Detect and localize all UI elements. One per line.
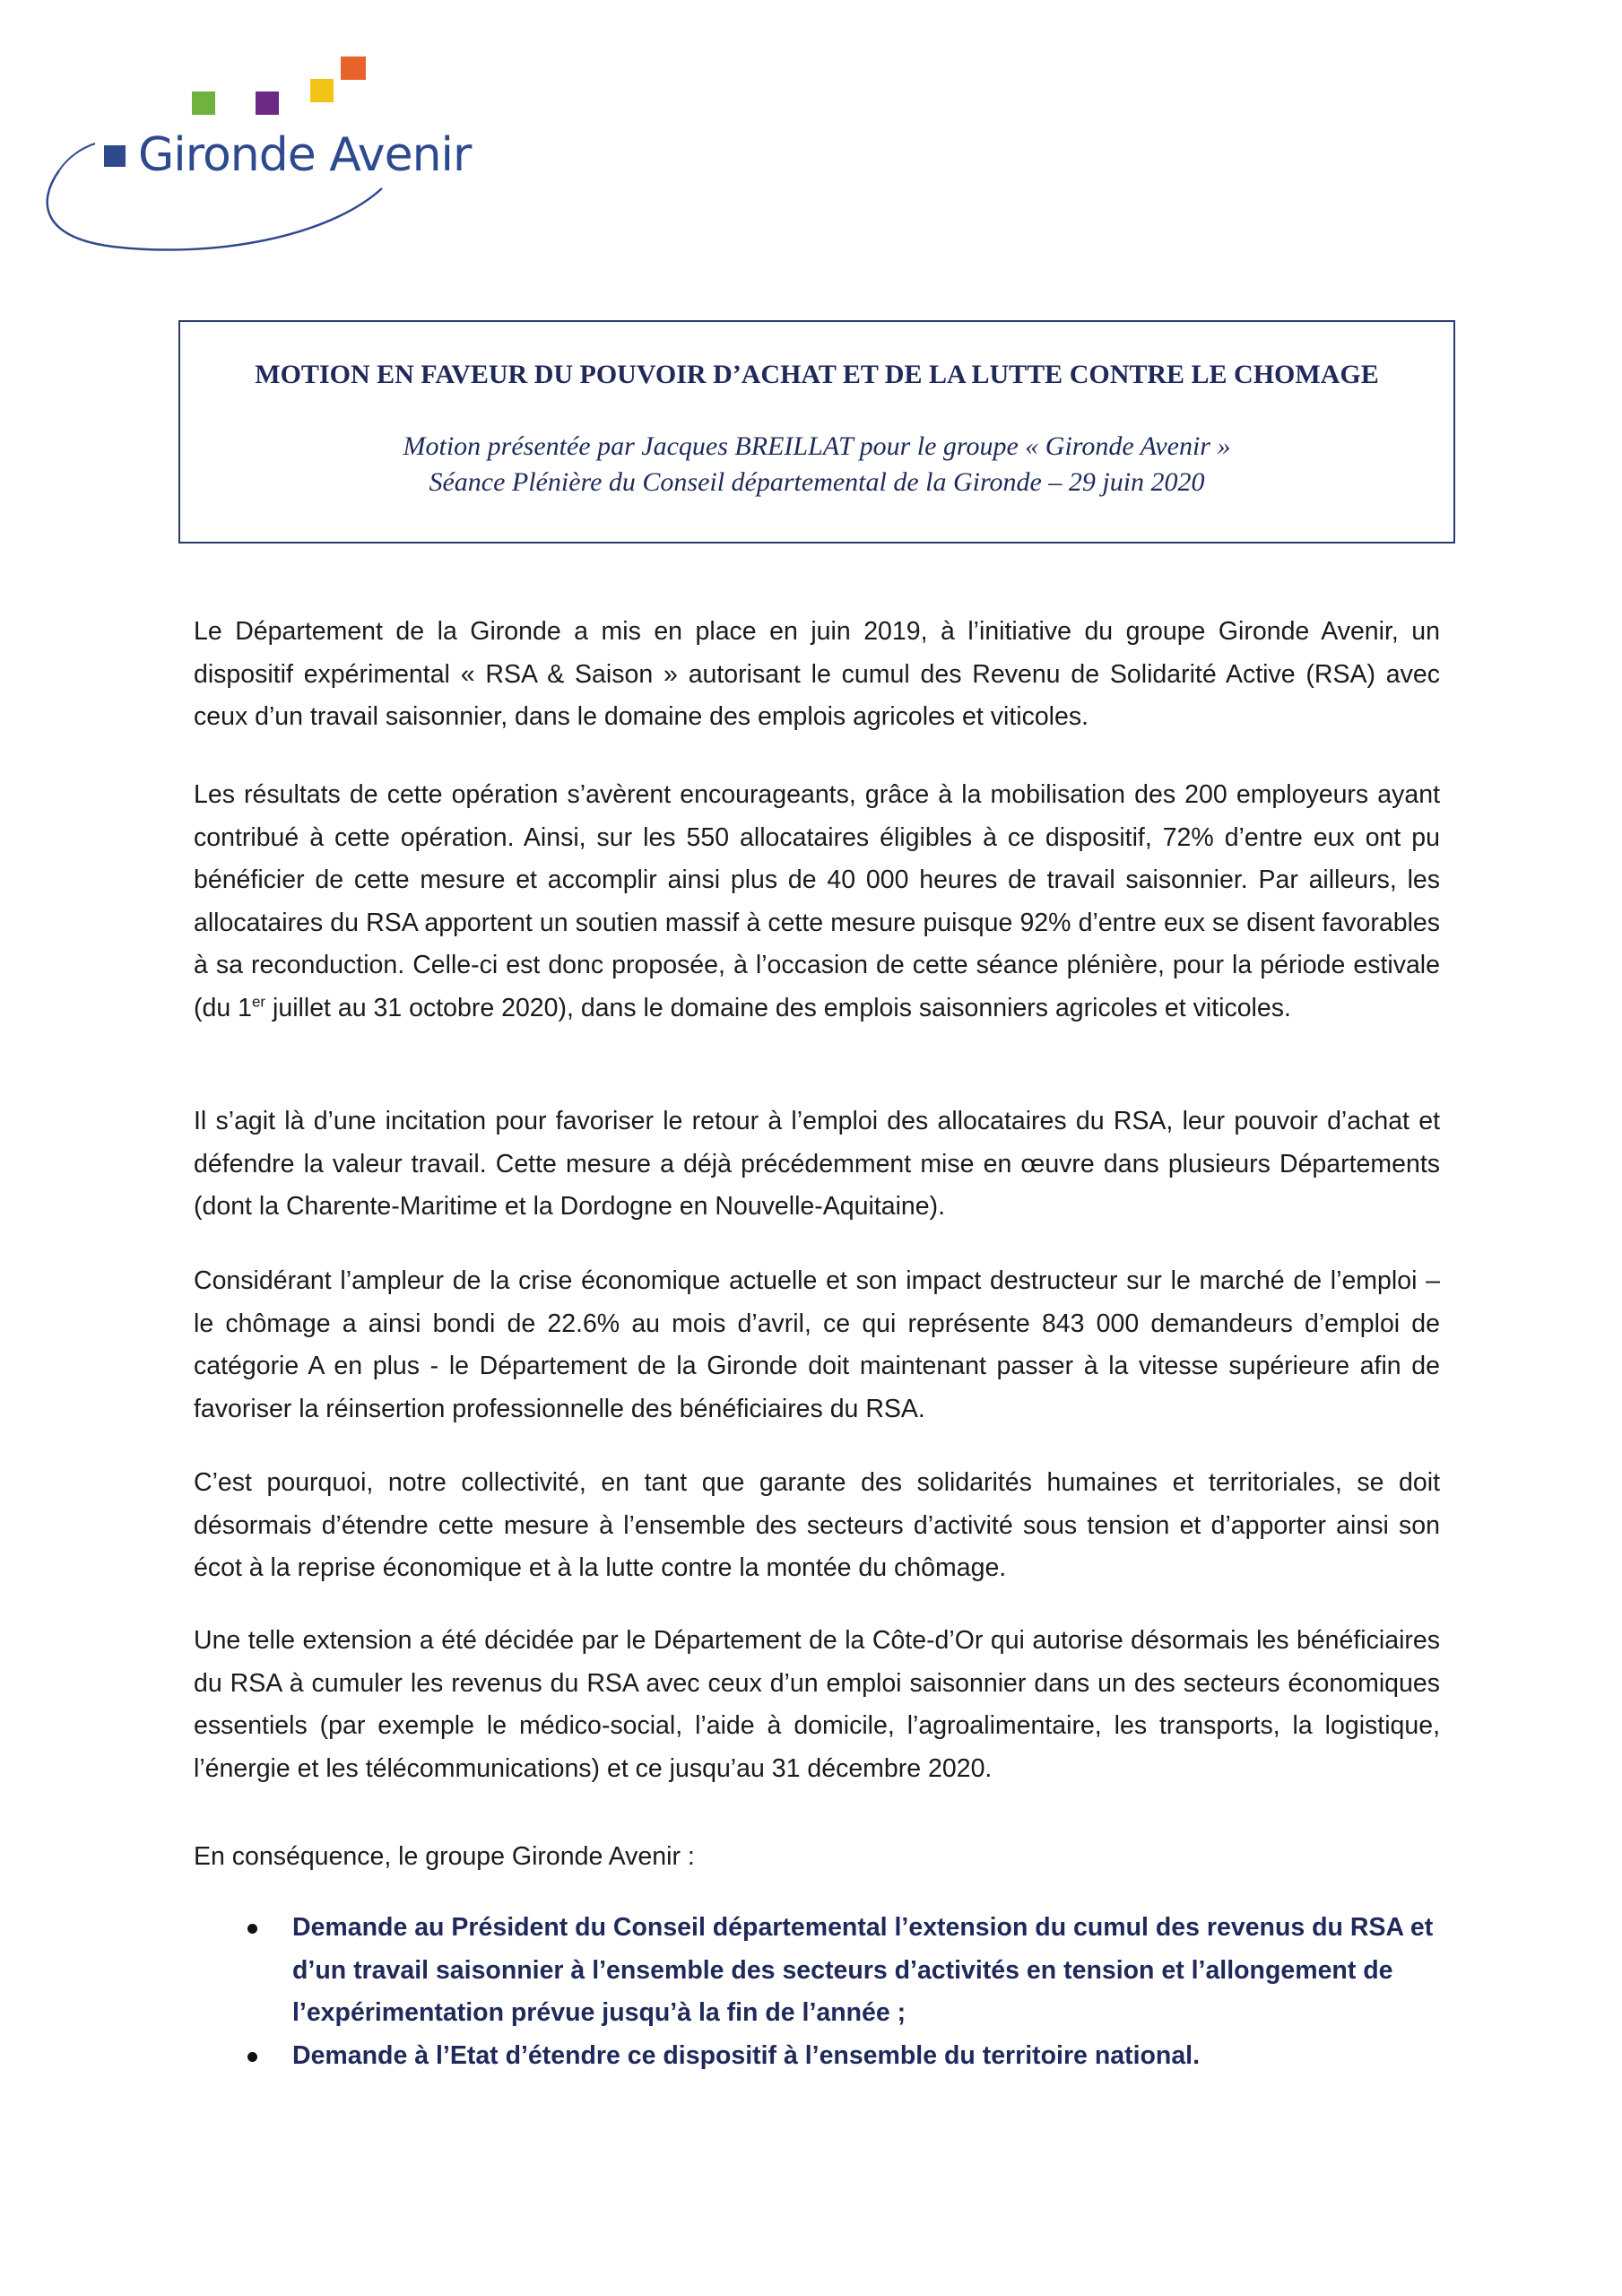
paragraph-7 [194, 1836, 1440, 1879]
paragraph-5 [194, 1462, 1440, 1590]
purple-square [256, 91, 279, 115]
orange-square [341, 57, 366, 80]
title-box [178, 320, 1455, 544]
demand-text-1: Demande au Président du Conseil départemental l’extension du cumul des revenus du RSA et d’un travail saisonnier à l’ensemble des secteurs d’activités en tension et l’allongement de l’expérimentation prévue jusqu’à la fin de l’année ; [292, 1913, 1434, 2027]
gironde-avenir-logo [32, 45, 472, 269]
motion-author: Motion présentée par Jacques BREILLAT pour le groupe « Gironde Avenir » [403, 431, 1231, 461]
motion-session: Séance Plénière du Conseil départemental de la Gironde – 29 juin 2020 [429, 467, 1205, 497]
green-square [192, 91, 215, 115]
demand-text-2: Demande à l’Etat d’étendre ce dispositif à l’ensemble du territoire national. [292, 2040, 1201, 2070]
paragraph-6-text: Une telle extension a été décidée par le Département de la Côte-d’Or qui autorise désormais les bénéficiaires du RSA à cumuler les revenus du RSA avec ceux d’un emploi saisonnier dans un des secteurs économiques essentiels (par exemple le médico-social, l’aide à domicile, l’agroalimentaire, les transports, la logistique, l’énergie et les télécommunications) et ce jusqu’au 31 décembre 2020. [194, 1626, 1440, 1783]
paragraph-1-text: Le Département de la Gironde a mis en place en juin 2019, à l’initiative du groupe Gironde Avenir, un dispositif expérimental « RSA & Saison » autorisant le cumul des Revenu de Solidarité Active (RSA) avec ceux d’un travail saisonnier, dans le domaine des emplois agricoles et viticoles. [194, 617, 1440, 731]
paragraph-4 [194, 1260, 1440, 1431]
motion-title: MOTION EN FAVEUR DU POUVOIR D’ACHAT ET DE LA LUTTE CONTRE LE CHOMAGE [255, 360, 1379, 389]
logo-wordmark [104, 128, 471, 182]
paragraph-1 [194, 611, 1440, 739]
paragraph-4-text: Considérant l’ampleur de la crise économique actuelle et son impact destructeur sur le marché de l’emploi – le chômage a ainsi bondi de 22.6% au mois d’avril, ce qui représente 843 000 demandeurs d’emploi de catégorie A en plus - le Département de la Gironde doit maintenant passer à la vitesse supérieure afin de favoriser la réinsertion professionnelle des bénéficiaires du RSA. [194, 1266, 1440, 1423]
paragraph-3-text: Il s’agit là d’une incitation pour favoriser le retour à l’emploi des allocataires du RSA, leur pouvoir d’achat et défendre la valeur travail. Cette mesure a déjà précédemment mise en œuvre dans plusieurs Départements (dont la Charente-Maritime et la Dordogne en Nouvelle-Aquitaine). [194, 1107, 1440, 1221]
yellow-square [310, 79, 334, 102]
demand-item-1 [194, 1907, 1440, 2035]
paragraph-2 [194, 774, 1440, 1030]
paragraph-6 [194, 1620, 1440, 1790]
bullet-icon [247, 1924, 257, 1934]
demands-list [194, 1907, 1440, 2077]
superscript-er: er [251, 993, 266, 1010]
paragraph-3 [194, 1100, 1440, 1229]
paragraph-7-text: En conséquence, le groupe Gironde Avenir : [194, 1842, 695, 1871]
paragraph-2-text [194, 774, 1440, 1030]
demand-item-2 [194, 2035, 1440, 2078]
blue-square [104, 145, 126, 167]
paragraph-5-text: C’est pourquoi, notre collectivité, en tant que garante des solidarités humaines et territoriales, se doit désormais d’étendre cette mesure à l’ensemble des secteurs d’activité sous tension et d’apporter ainsi son écot à la reprise économique et à la lutte contre la montée du chômage. [194, 1468, 1440, 1582]
paragraph-2-part-a: Les résultats de cette opération s’avèrent encourageants, grâce à la mobilisation des 200 employeurs ayant contribué à cette opération. Ainsi, sur les 550 allocataires éligibles à ce dispositif, 72% d’entre eux ont pu bénéficier de cette mesure et accomplir ainsi plus de 40 000 heures de travail saisonnier. Par ailleurs, les allocataires du RSA apportent un soutien massif à cette mesure puisque 92% d’entre eux se disent favorables à sa reconduction. Celle-ci est donc proposée, à l’occasion de cette séance plénière, pour la période estivale (du 1 [194, 780, 1440, 1022]
paragraph-2-part-b: juillet au 31 octobre 2020), dans le domaine des emplois saisonniers agricoles et viticoles. [265, 993, 1291, 1022]
logo-text: Gironde Avenir [138, 128, 472, 182]
bullet-icon [247, 2052, 257, 2062]
